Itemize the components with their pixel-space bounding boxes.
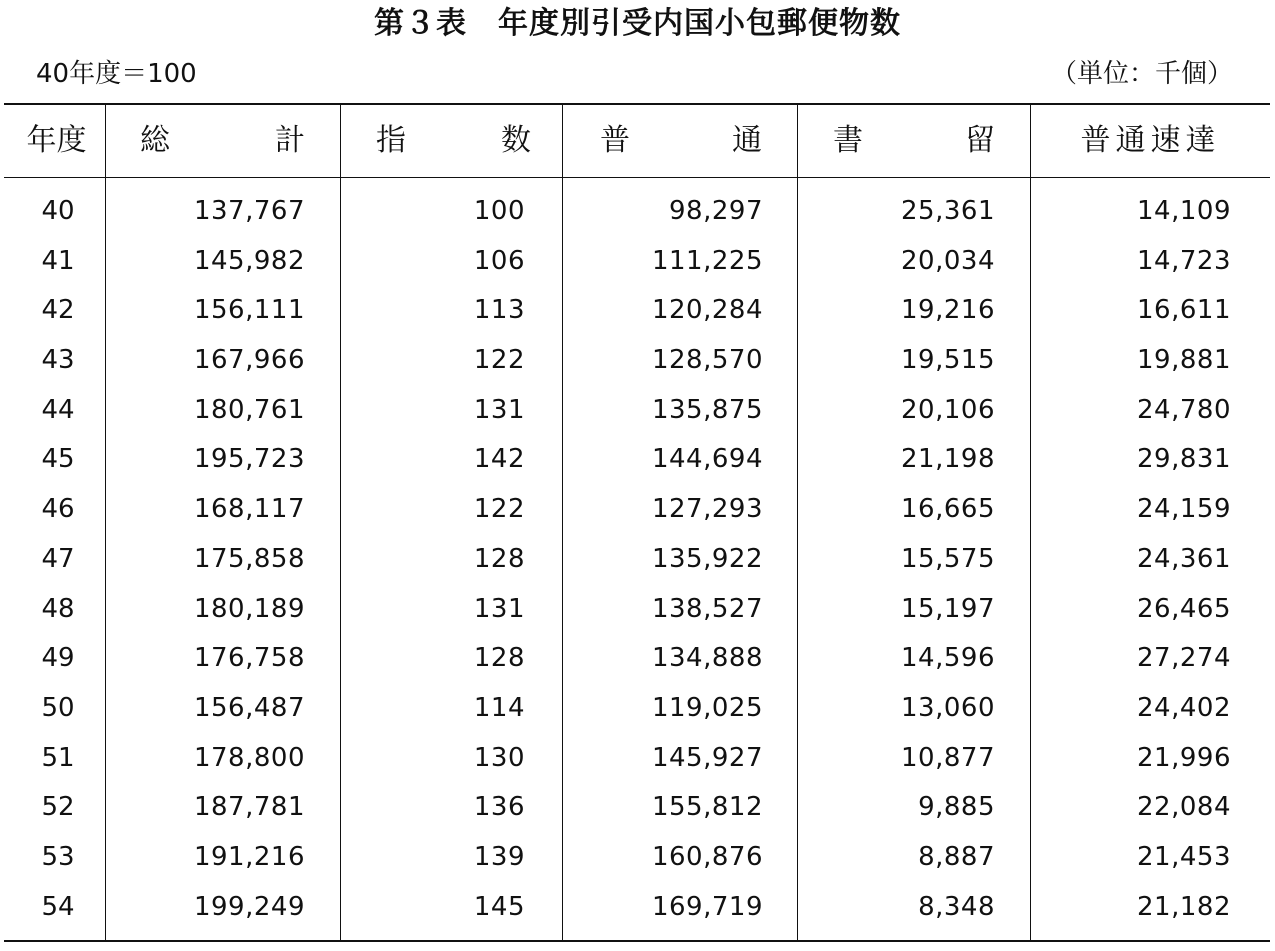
cell-express: 26,465 [1137, 593, 1231, 624]
cell-express: 16,611 [1137, 295, 1231, 326]
cell-express: 19,881 [1137, 345, 1231, 376]
unit-note: （単位：千個） [1050, 59, 1233, 89]
cell-year: 44 [41, 394, 75, 425]
cell-ordinary: 127,293 [651, 494, 763, 525]
cell-year: 52 [41, 792, 75, 823]
cell-total: 168,117 [193, 494, 305, 525]
table-row [0, 734, 1275, 784]
cell-total: 176,758 [193, 643, 305, 674]
cell-index: 122 [473, 345, 525, 376]
cell-total: 191,216 [193, 841, 305, 872]
cell-registered: 10,877 [901, 742, 995, 773]
header-year-label: 年度 [26, 122, 87, 158]
header-express-label: 普通速達 [1080, 122, 1221, 158]
cell-registered: 20,034 [901, 245, 995, 276]
cell-registered: 15,197 [901, 593, 995, 624]
cell-year: 42 [41, 295, 75, 326]
header-ordinary-label-b: 通 [732, 122, 762, 158]
table-row [0, 585, 1275, 635]
cell-ordinary: 119,025 [651, 692, 763, 723]
table-row [0, 336, 1275, 386]
cell-total: 180,761 [193, 394, 305, 425]
header-total [140, 104, 305, 177]
cell-ordinary: 98,297 [669, 196, 763, 226]
table-title: 第３表 年度別引受内国小包郵便物数 [374, 6, 901, 41]
table-row [0, 237, 1275, 287]
cell-express: 14,723 [1137, 245, 1231, 276]
table-row [0, 435, 1275, 485]
cell-ordinary: 155,812 [651, 792, 763, 823]
cell-total: 175,858 [193, 543, 305, 574]
table-row [0, 286, 1275, 336]
cell-registered: 21,198 [901, 444, 995, 475]
cell-registered: 8,887 [918, 841, 995, 872]
cell-registered: 25,361 [901, 196, 995, 226]
cell-express: 24,402 [1137, 692, 1231, 723]
cell-year: 49 [41, 643, 75, 674]
cell-index: 142 [473, 444, 525, 475]
table-row [0, 187, 1275, 237]
cell-total: 156,487 [193, 692, 305, 723]
cell-ordinary: 111,225 [651, 245, 763, 276]
cell-registered: 19,216 [901, 295, 995, 326]
table-row [0, 535, 1275, 585]
cell-registered: 9,885 [918, 792, 995, 823]
cell-express: 24,159 [1137, 494, 1231, 525]
cell-year: 47 [41, 543, 75, 574]
cell-registered: 14,596 [901, 643, 995, 674]
header-express [1031, 104, 1270, 177]
header-index-label-a: 指 [376, 122, 406, 158]
cell-ordinary: 128,570 [651, 345, 763, 376]
header-year [8, 104, 105, 177]
cell-year: 41 [41, 245, 75, 276]
cell-year: 50 [41, 692, 75, 723]
header-index [376, 104, 531, 177]
header-registered-label-a: 書 [833, 122, 863, 158]
table-row [0, 386, 1275, 436]
table-bottom-rule [4, 940, 1270, 942]
cell-total: 199,249 [193, 891, 305, 922]
cell-index: 122 [473, 494, 525, 525]
cell-year: 40 [41, 196, 75, 226]
cell-ordinary: 135,875 [651, 394, 763, 425]
cell-total: 187,781 [193, 792, 305, 823]
cell-index: 131 [473, 593, 525, 624]
base-year-note: 40年度＝100 [36, 59, 197, 89]
cell-express: 29,831 [1137, 444, 1231, 475]
cell-year: 53 [41, 841, 75, 872]
cell-express: 14,109 [1137, 196, 1231, 226]
cell-express: 22,084 [1137, 792, 1231, 823]
cell-ordinary: 169,719 [651, 891, 763, 922]
cell-total: 167,966 [193, 345, 305, 376]
cell-index: 136 [473, 792, 525, 823]
header-total-label-a: 総 [140, 122, 170, 158]
cell-year: 46 [41, 494, 75, 525]
cell-registered: 15,575 [901, 543, 995, 574]
cell-total: 180,189 [193, 593, 305, 624]
header-ordinary [600, 104, 762, 177]
cell-index: 139 [473, 841, 525, 872]
header-total-label-b: 計 [275, 122, 305, 158]
cell-index: 131 [473, 394, 525, 425]
cell-ordinary: 160,876 [651, 841, 763, 872]
header-registered-label-b: 留 [965, 122, 995, 158]
cell-total: 195,723 [193, 444, 305, 475]
header-ordinary-label-a: 普 [600, 122, 630, 158]
cell-express: 21,996 [1137, 742, 1231, 773]
cell-year: 54 [41, 891, 75, 922]
header-index-label-b: 数 [501, 122, 531, 158]
cell-registered: 16,665 [901, 494, 995, 525]
cell-year: 48 [41, 593, 75, 624]
cell-index: 145 [473, 891, 525, 922]
table-row [0, 883, 1275, 933]
cell-express: 21,453 [1137, 841, 1231, 872]
header-rule [4, 177, 1270, 178]
cell-total: 156,111 [193, 295, 305, 326]
cell-total: 145,982 [193, 245, 305, 276]
cell-ordinary: 135,922 [651, 543, 763, 574]
cell-ordinary: 144,694 [651, 444, 763, 475]
cell-index: 128 [473, 543, 525, 574]
cell-total: 137,767 [193, 196, 305, 226]
cell-registered: 20,106 [901, 394, 995, 425]
cell-year: 43 [41, 345, 75, 376]
cell-express: 24,780 [1137, 394, 1231, 425]
table-row [0, 634, 1275, 684]
cell-index: 128 [473, 643, 525, 674]
cell-index: 106 [473, 245, 525, 276]
cell-express: 24,361 [1137, 543, 1231, 574]
cell-registered: 13,060 [901, 692, 995, 723]
cell-express: 21,182 [1137, 891, 1231, 922]
cell-ordinary: 138,527 [651, 593, 763, 624]
cell-ordinary: 134,888 [651, 643, 763, 674]
cell-year: 51 [41, 742, 75, 773]
cell-express: 27,274 [1137, 643, 1231, 674]
cell-index: 114 [473, 692, 525, 723]
cell-year: 45 [41, 444, 75, 475]
cell-registered: 8,348 [918, 891, 995, 922]
cell-registered: 19,515 [901, 345, 995, 376]
cell-index: 113 [473, 295, 525, 326]
table-row [0, 684, 1275, 734]
cell-ordinary: 145,927 [651, 742, 763, 773]
header-registered [833, 104, 995, 177]
table-row [0, 833, 1275, 883]
table-body [0, 187, 1275, 932]
table-row [0, 783, 1275, 833]
table-row [0, 485, 1275, 535]
cell-ordinary: 120,284 [651, 295, 763, 326]
cell-index: 100 [473, 196, 525, 226]
cell-total: 178,800 [193, 742, 305, 773]
cell-index: 130 [473, 742, 525, 773]
